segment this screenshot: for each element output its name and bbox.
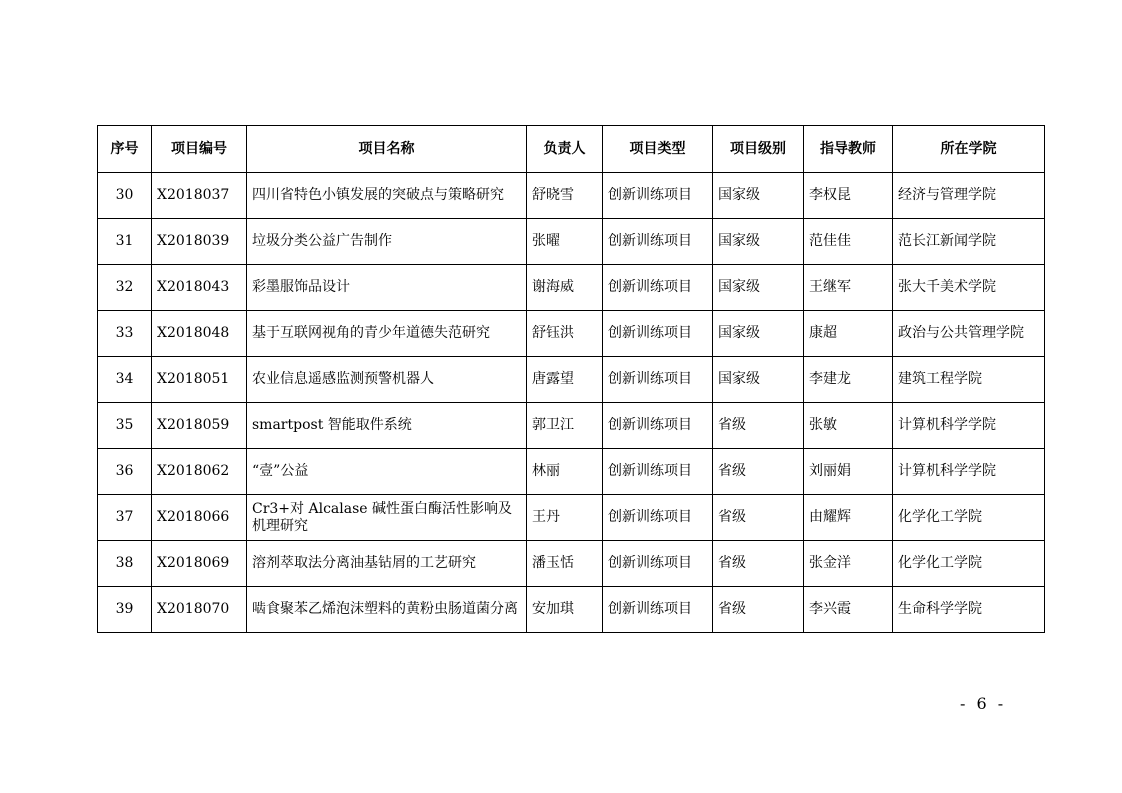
cell-leader: 舒钰洪 [527,311,603,357]
cell-project-code: X2018037 [152,173,247,219]
table-body [98,173,1045,633]
table-row [98,265,1045,311]
table-row [98,449,1045,495]
cell-project-code: X2018069 [152,541,247,587]
project-table [97,125,1045,633]
cell-seq: 37 [98,495,152,541]
cell-project-code: X2018051 [152,357,247,403]
cell-leader: 张曜 [527,219,603,265]
table-row [98,403,1045,449]
cell-project-type: 创新训练项目 [603,219,713,265]
cell-project-name: 溶剂萃取法分离油基钻屑的工艺研究 [247,541,527,587]
cell-advisor: 张敏 [804,403,893,449]
cell-project-level: 省级 [713,495,804,541]
cell-college: 范长江新闻学院 [893,219,1045,265]
header-college: 所在学院 [893,126,1045,173]
header-project-type: 项目类型 [603,126,713,173]
cell-project-code: X2018066 [152,495,247,541]
cell-seq: 34 [98,357,152,403]
cell-advisor: 李建龙 [804,357,893,403]
cell-advisor: 李兴霞 [804,587,893,633]
cell-project-code: X2018070 [152,587,247,633]
cell-project-name: 彩墨服饰品设计 [247,265,527,311]
cell-leader: 林丽 [527,449,603,495]
cell-project-type: 创新训练项目 [603,449,713,495]
cell-college: 建筑工程学院 [893,357,1045,403]
cell-college: 化学化工学院 [893,541,1045,587]
cell-advisor: 张金洋 [804,541,893,587]
cell-seq: 33 [98,311,152,357]
header-advisor: 指导教师 [804,126,893,173]
cell-advisor: 王继军 [804,265,893,311]
cell-project-level: 省级 [713,587,804,633]
cell-project-name: Cr3+对 Alcalase 碱性蛋白酶活性影响及机理研究 [247,495,527,541]
cell-project-level: 国家级 [713,265,804,311]
cell-project-level: 国家级 [713,311,804,357]
header-leader: 负责人 [527,126,603,173]
cell-college: 计算机科学学院 [893,449,1045,495]
cell-project-type: 创新训练项目 [603,357,713,403]
cell-advisor: 范佳佳 [804,219,893,265]
cell-project-level: 国家级 [713,219,804,265]
header-seq: 序号 [98,126,152,173]
cell-project-type: 创新训练项目 [603,495,713,541]
table-header-row [98,126,1045,173]
cell-leader: 舒晓雪 [527,173,603,219]
cell-seq: 39 [98,587,152,633]
cell-seq: 38 [98,541,152,587]
cell-college: 计算机科学学院 [893,403,1045,449]
cell-project-type: 创新训练项目 [603,403,713,449]
cell-project-code: X2018062 [152,449,247,495]
cell-project-type: 创新训练项目 [603,265,713,311]
cell-college: 张大千美术学院 [893,265,1045,311]
cell-project-level: 省级 [713,541,804,587]
cell-project-level: 国家级 [713,357,804,403]
cell-project-name: 农业信息遥感监测预警机器人 [247,357,527,403]
table-row [98,357,1045,403]
cell-project-name: 四川省特色小镇发展的突破点与策略研究 [247,173,527,219]
cell-leader: 谢海威 [527,265,603,311]
cell-college: 生命科学学院 [893,587,1045,633]
cell-project-code: X2018048 [152,311,247,357]
cell-seq: 31 [98,219,152,265]
cell-leader: 郭卫江 [527,403,603,449]
cell-project-level: 国家级 [713,173,804,219]
table-row [98,587,1045,633]
table-row [98,495,1045,541]
cell-project-type: 创新训练项目 [603,541,713,587]
cell-leader: 潘玉恬 [527,541,603,587]
header-project-name: 项目名称 [247,126,527,173]
cell-project-name: 基于互联网视角的青少年道德失范研究 [247,311,527,357]
cell-project-level: 省级 [713,449,804,495]
table-row [98,219,1045,265]
cell-leader: 安加琪 [527,587,603,633]
cell-advisor: 刘丽娟 [804,449,893,495]
cell-seq: 32 [98,265,152,311]
cell-college: 政治与公共管理学院 [893,311,1045,357]
cell-project-name: 垃圾分类公益广告制作 [247,219,527,265]
cell-project-name: smartpost 智能取件系统 [247,403,527,449]
cell-project-type: 创新训练项目 [603,173,713,219]
header-project-level: 项目级别 [713,126,804,173]
cell-leader: 唐露望 [527,357,603,403]
cell-project-level: 省级 [713,403,804,449]
table-row [98,311,1045,357]
cell-seq: 35 [98,403,152,449]
cell-project-code: X2018059 [152,403,247,449]
cell-college: 化学化工学院 [893,495,1045,541]
cell-advisor: 康超 [804,311,893,357]
cell-project-type: 创新训练项目 [603,587,713,633]
cell-seq: 30 [98,173,152,219]
cell-advisor: 李权昆 [804,173,893,219]
cell-project-code: X2018039 [152,219,247,265]
table-row [98,173,1045,219]
table-row [98,541,1045,587]
header-project-code: 项目编号 [152,126,247,173]
cell-advisor: 由耀辉 [804,495,893,541]
cell-project-code: X2018043 [152,265,247,311]
cell-leader: 王丹 [527,495,603,541]
cell-college: 经济与管理学院 [893,173,1045,219]
page-number: - 6 - [960,694,1007,713]
cell-project-type: 创新训练项目 [603,311,713,357]
cell-seq: 36 [98,449,152,495]
cell-project-name: “壹”公益 [247,449,527,495]
cell-project-name: 啮食聚苯乙烯泡沫塑料的黄粉虫肠道菌分离 [247,587,527,633]
